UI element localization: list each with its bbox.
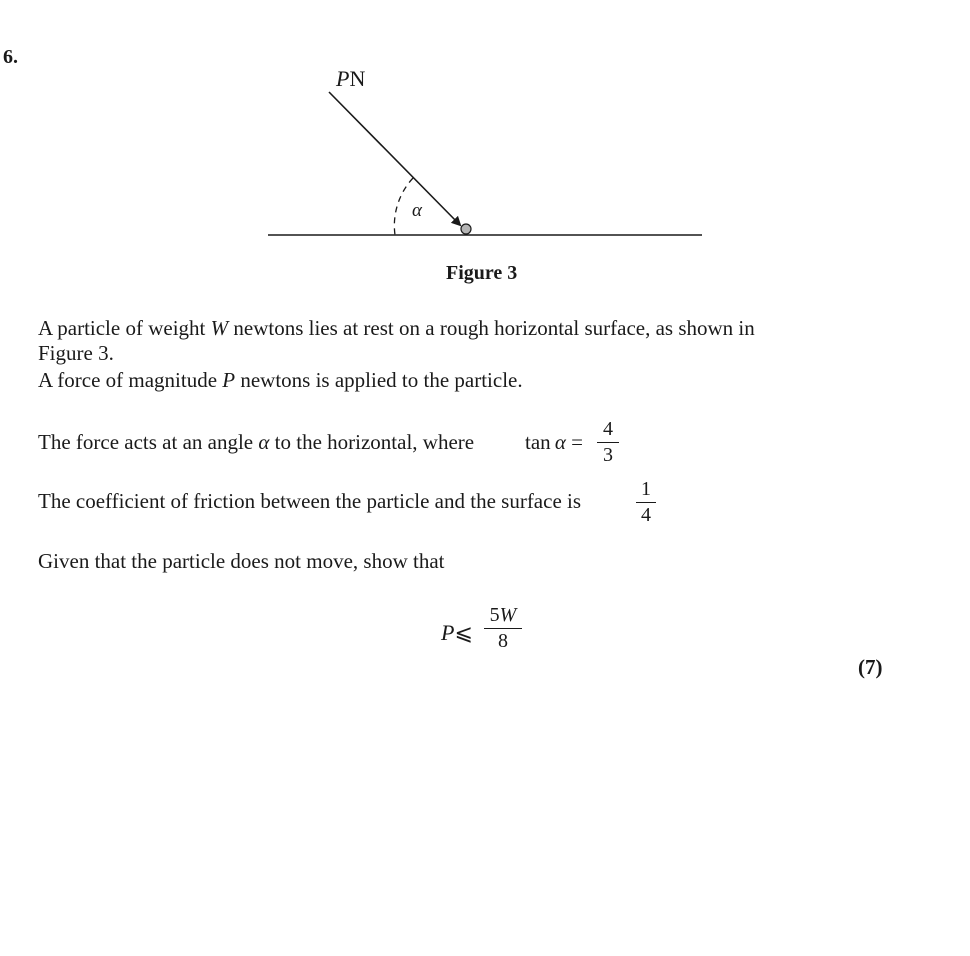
- inequality-lhs: [441, 620, 473, 646]
- paragraph-force: [38, 368, 523, 393]
- angle-label: α: [412, 200, 422, 221]
- mu-denominator: 4: [641, 504, 651, 527]
- p4-text-a: The force acts at an angle: [38, 430, 259, 454]
- answer-num-coef: 5: [489, 604, 500, 626]
- ineq-var: P: [441, 620, 455, 645]
- p1-var: W: [210, 316, 229, 340]
- p1-rest: newtons lies at rest on a rough horizontal surface, as shown in: [228, 316, 755, 340]
- tan-numerator: 4: [603, 418, 613, 440]
- marks-total: (7): [858, 655, 883, 679]
- force-diagram: [0, 0, 970, 300]
- paragraph-weight: [38, 316, 755, 341]
- question-number: 6.: [3, 46, 18, 68]
- force-arrow: [329, 92, 460, 225]
- fraction-bar: [484, 628, 522, 629]
- force-label-var: P: [336, 66, 350, 91]
- p4-text-b: to the horizontal, where: [269, 430, 475, 454]
- tan-denominator: 3: [603, 444, 613, 467]
- tan-eq: =: [565, 430, 583, 454]
- p3-text-b: newtons is applied to the particle.: [235, 368, 523, 392]
- force-label: [336, 66, 365, 92]
- p1-text: A particle of weight: [38, 316, 206, 340]
- tan-expression: [525, 430, 583, 455]
- answer-numerator: [490, 604, 517, 626]
- mu-numerator: 1: [641, 478, 651, 500]
- answer-num-var: W: [499, 604, 517, 626]
- p3-var: P: [222, 368, 236, 392]
- angle-arc: [394, 178, 413, 235]
- mu-fraction: [636, 478, 656, 526]
- answer-fraction: [484, 604, 522, 652]
- tan-fn: tan: [525, 430, 551, 454]
- force-label-unit: N: [349, 66, 366, 91]
- ineq-symbol: ⩽: [454, 620, 473, 645]
- p4-var: α: [258, 430, 270, 454]
- tan-fraction: [597, 418, 619, 466]
- paragraph-given: Given that the particle does not move, show that: [38, 549, 445, 573]
- tan-var: α: [554, 430, 566, 454]
- figure-caption: Figure 3: [446, 262, 518, 284]
- paragraph-angle: [38, 430, 474, 455]
- fraction-bar: [636, 502, 656, 503]
- paragraph-figure-ref: Figure 3.: [38, 341, 114, 365]
- paragraph-friction: The coefficient of friction between the particle and the surface is: [38, 489, 582, 513]
- p3-text-a: A force of magnitude: [38, 368, 223, 392]
- fraction-bar: [597, 442, 619, 443]
- particle: [461, 224, 471, 234]
- answer-denominator: 8: [498, 630, 508, 653]
